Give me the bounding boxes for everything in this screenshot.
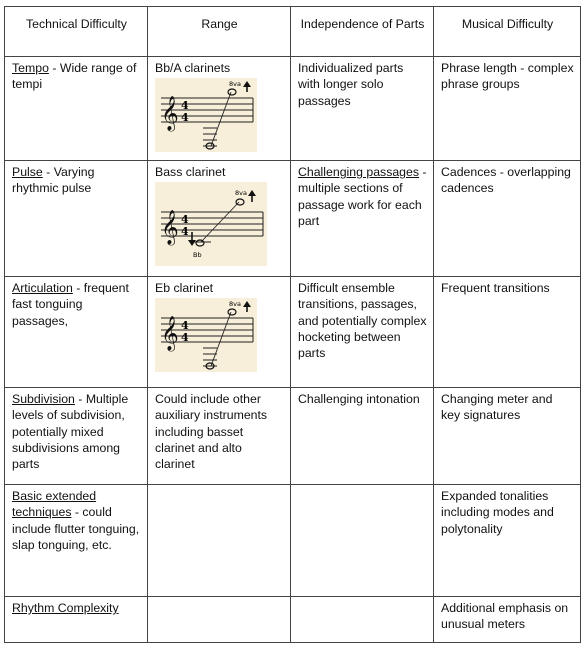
staff-notation-graphic xyxy=(155,182,267,266)
range-label: Bass clarinet xyxy=(155,165,226,179)
musical-cell: Expanded tonalities including modes and polytonality xyxy=(434,485,581,597)
independence-cell xyxy=(291,161,434,277)
header-range: Range xyxy=(148,7,291,57)
header-technical-difficulty: Technical Difficulty xyxy=(5,7,148,57)
clarinet-range-notation xyxy=(155,78,284,152)
range-cell xyxy=(148,277,291,388)
independence-cell xyxy=(291,277,434,388)
table-row xyxy=(5,597,581,643)
range-label: Bb/A clarinets xyxy=(155,61,231,75)
technical-cell xyxy=(5,161,148,277)
range-label: Eb clarinet xyxy=(155,281,214,295)
independence-desc: Difficult ensemble transitions, passages, and potentially complex hocketing between parts xyxy=(298,281,427,361)
independence-desc: Challenging intonation xyxy=(298,392,420,406)
table-row xyxy=(5,161,581,277)
independence-cell xyxy=(291,485,434,597)
musical-cell: Cadences - overlapping cadences xyxy=(434,161,581,277)
header-musical-difficulty: Musical Difficulty xyxy=(434,7,581,57)
treble-clef-icon: 𝄞 xyxy=(161,210,179,246)
treble-clef-icon: 𝄞 xyxy=(161,96,179,132)
staff-notation-graphic xyxy=(155,78,257,152)
technical-cell xyxy=(5,57,148,161)
technical-term: Tempo xyxy=(12,61,49,75)
range-cell xyxy=(148,57,291,161)
ottava-marking: 8va xyxy=(235,189,247,198)
time-sig-den: 4 xyxy=(181,331,189,345)
technical-desc: - Varying rhythmic pulse xyxy=(12,165,95,196)
ottava-marking: 8va xyxy=(229,80,241,89)
range-cell: Could include other auxiliary instruments including basset clarinet and alto clarinet xyxy=(148,388,291,485)
independence-desc: - multiple sections of passage work for each part xyxy=(298,165,427,228)
time-sig-num: 4 xyxy=(181,213,189,227)
independence-cell xyxy=(291,597,434,643)
technical-desc: - Wide range of tempi xyxy=(12,61,137,92)
technical-desc: - frequent fast tonguing passages, xyxy=(12,281,129,328)
clarinet-range-notation xyxy=(155,298,284,372)
musical-cell: Additional emphasis on unusual meters xyxy=(434,597,581,643)
technical-cell xyxy=(5,388,148,485)
technical-cell xyxy=(5,597,148,643)
musical-cell: Frequent transitions xyxy=(434,277,581,388)
time-sig-num: 4 xyxy=(181,99,189,113)
table-row xyxy=(5,485,581,597)
time-sig-den: 4 xyxy=(181,225,189,239)
header-independence-of-parts: Independence of Parts xyxy=(291,7,434,57)
technical-cell xyxy=(5,277,148,388)
independence-cell xyxy=(291,388,434,485)
table-row xyxy=(5,388,581,485)
independence-desc: Individualized parts with longer solo passages xyxy=(298,61,404,108)
low-note-label: Bb xyxy=(193,251,202,260)
clarinet-range-notation xyxy=(155,182,284,266)
table-row xyxy=(5,277,581,388)
technical-desc: - Multiple levels of subdivision, potentially mixed subdivisions among parts xyxy=(12,392,129,472)
header-row xyxy=(5,7,581,57)
musical-cell: Phrase length - complex phrase groups xyxy=(434,57,581,161)
range-cell xyxy=(148,485,291,597)
ottava-marking: 8va xyxy=(229,300,241,309)
technical-desc: - could include flutter tonguing, slap tonguing, etc. xyxy=(12,505,140,552)
time-sig-num: 4 xyxy=(181,319,189,333)
technical-term: Pulse xyxy=(12,165,43,179)
range-cell xyxy=(148,597,291,643)
table-row xyxy=(5,57,581,161)
musical-cell: Changing meter and key signatures xyxy=(434,388,581,485)
technical-term: Basic extended techniques xyxy=(12,489,97,520)
treble-clef-icon: 𝄞 xyxy=(161,316,179,352)
technical-term: Articulation xyxy=(12,281,73,295)
time-sig-den: 4 xyxy=(181,111,189,125)
technical-cell xyxy=(5,485,148,597)
independence-cell xyxy=(291,57,434,161)
technical-term: Subdivision xyxy=(12,392,75,406)
staff-notation-graphic xyxy=(155,298,257,372)
technical-term: Rhythm Complexity xyxy=(12,601,119,615)
independence-term: Challenging passages xyxy=(298,165,420,179)
range-cell xyxy=(148,161,291,277)
difficulty-table xyxy=(4,6,581,643)
